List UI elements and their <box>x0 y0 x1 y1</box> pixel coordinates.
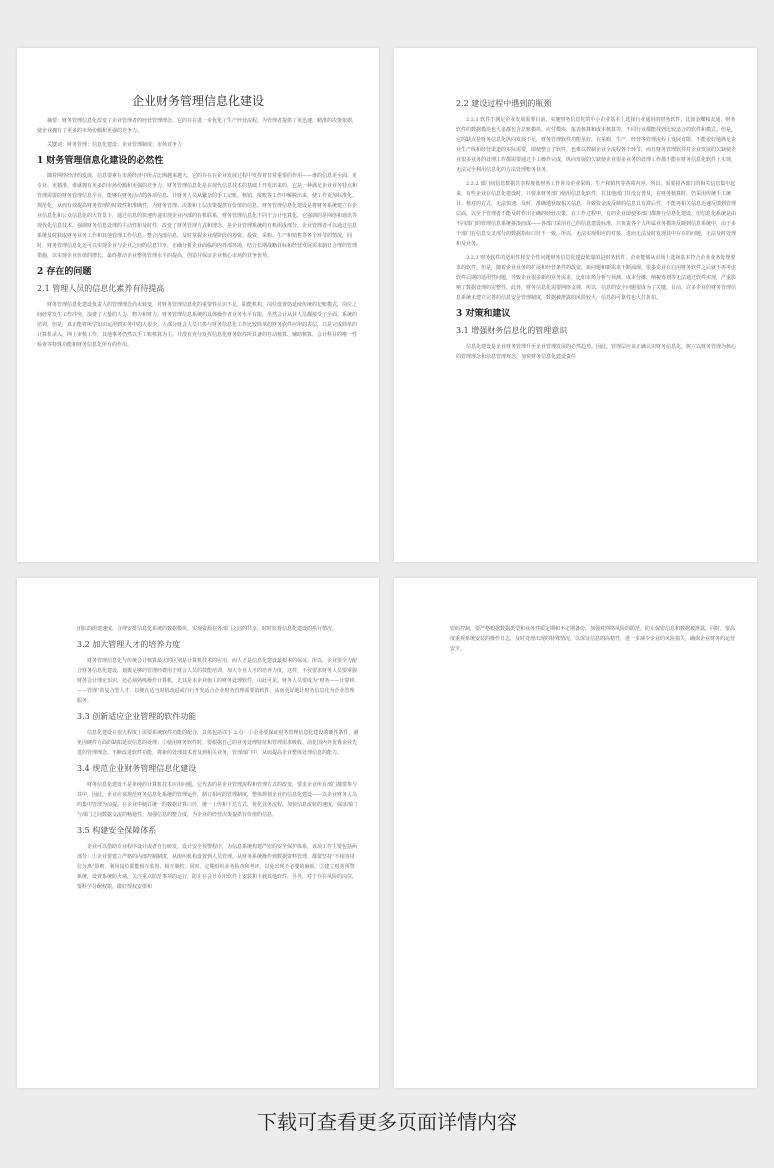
paragraph: 随着网络经济的发展，信息要素在市场经济中所占比例越来越大，它的存在在企业发展过程中发挥着非常重要的作用——谁的信息更全面、更专业、更精准，谁就拥有更多的市场份额和更强的竞争力。财务管理信息化是在现代信息技术的基础上开发出来的，它是一种满足企业业务特点和管理需要的财务管理信息平台，能够在财务活动的各项信息、计财务人员从繁杂的手工记账、核销、报账等工作中解脱出来，使工作更加标准化、规范化，从而有效提高财务管理的时效性和准确性，为财务管理、决策和上层决策提供有价值的信息。财务管理信息化建设是将财务系统建立在企业信息化和公众信息化的大背景下，通过信息的快速传递实现企业内部的有机联系，财务管理信息化不同于会计电算化，它强调的是网络和通讯等现代化信息技术，强调财务信息处理的主动性和及时性，改变了财务管理方式和理念，是企业管理系统的有机组成部分。企业管理者可以通过信息系统及时获取财务业务工作和其他管理工作信息，整合内部信息，及时掌握企业现阶段的筹资、投资、采购、生产和销售等各个环节的情况，同时，财务管理信息化还可以实现企业与企业之间的信息共享，正确分析企业面临的内外部环境，结合长期战略目标和经营发展需求制订合理的管理措施，以实现企业价值的增长，最终推动企业整体管理水平的提高，创造并保证企业核心市场的竞争优势。 <box>37 173 358 259</box>
paragraph: 密码控制，要严格根据数据类型和业务性质定期和不定期备份，加强对网络风险的防范，防止保密信息和数据被泄露。同时，要高度重视系统安装的操作日志，及时处理出现的特殊情况，以保证信息的高精性，进一步减少企业的风险损失，确保企业财务的运营安全。 <box>450 626 736 652</box>
keywords: 关键词：财务管理；信息化建设；企业管理制度；市场竞争力 <box>47 142 183 148</box>
document-page-3 <box>17 578 379 1088</box>
subsection-heading: 3.4 规范企业财务管理信息化建设 <box>77 764 197 773</box>
subsection-heading: 2.1 管理人员的信息化素养有待提高 <box>37 284 165 293</box>
document-page-4 <box>394 578 757 1088</box>
section-heading: 3 对策和建议 <box>456 309 511 319</box>
paragraph: 企业可以借助专业程序设计或者自行研发，设计安全预警程序，为信息系统构建严密的安全保护体系，该项工作主要包括两部分：①企业要建立严格的内部控制制度，从组织机构设置到人员管理，从财务系统操作到数据资料管理，都要坚持“不相容岗位分离”原则，利用岗位职能相互监督、相互制约，同时，定期组织业务检查和考评，以免出现不必要的麻烦。②建立财务预警系统，设置系统防火墙，关注重点防范事项的运行，防止在会计专用软件上安装和下载其他软件，另外，对于存在风险的岗位，要科学分配权限，做好授权安排和 <box>77 844 358 890</box>
download-more-caption[interactable]: 下载可查看更多页面详情内容 <box>257 1110 517 1134</box>
paragraph: 2.2.1 软件不满足企业发展需要目前，实施财务信息化的中小企业基本上选择行业通用的财务软件，比如金蝶和友通，财务软件的数据模块也大多都包含总账模块、应付模块、报表核算和成本核算等，不同行业都能找到比较适合的软件和模式。但是，它的缺点是财务信息化纵向发展不足，财务管理软件功能虽好，在采购、生产、经营等管理流程上发展有限，不能很好地满足企业生产线和经营渠道的实际需要，即使整合了软件，也难以控制企业全流程各个环节，而且财务管理软件对企业发展的欠缺使企业很多业务的处理工作都需要通过手工操作完成，纵向发展的欠缺使企业很多业务的处理工作都不能在财务信息化软件上实现，无法完全利用信息化的方法处理账务业务。 <box>456 117 737 173</box>
section-heading: 2 存在的问题 <box>37 267 92 277</box>
document-page-1 <box>17 48 379 562</box>
subsection-heading: 3.3 创新适应企业管理的软件功能 <box>77 712 197 721</box>
page-title: 企业财务管理信息化建设 <box>131 94 264 108</box>
paragraph: 信息化建设是企业财务管理升至企业管理发展的必然趋势。因此，管理层应该正确认识财务信息化，树立以财务管理为核心的管理理念和信息管理观念，加快财务信息化建设责任 <box>456 344 737 360</box>
paragraph: 财务管理信息化建设负责人的管理理念尚未转变，对财务管理信息化的重要性认识不足，职能机构、岗位设置仍延续传统的记账模式，岗位之间经常发生工作冲突，浪费了大量的人力、物力和财力。财务管理信息系统的具体操作者业务水平有限，虽然会计从业人员都接受了全面、系统的培训，但是，真正能将所学知识运用到实务中的人很少。大部分财会人员只参与财务信息化工作比较简单的财务软件应用的表层，只是完成简单的计算机录入、网上审核工作，其他事务仍然以手工账核算为主，并没有充分发挥信息化财务软件所具备的自动核算、辅助核算、会计科目的唯一性检查等特殊功能和财务信息化所有的作用。 <box>37 302 358 348</box>
paragraph: 2.2.3 财务软件的适用性和安全性问题财务信息化建设依靠的是财务软件，企业能够从市场上选择基本符合企业业务处理要求的软件。但是，随着企业业务的扩展和经营条件的改变，新问题和新需求不断涌现，很多企业在启用财务软件之后就不再考虑软件后期的适用性问题，导致企业很多新的业务需求，比如市场分析与预测、成本分摊、纳税筹划等无法通过软件实现，严重影响了数据处理的完整性。此外，财务信息化需要网络支撑，所以，信息的安全问题很成为了关键。目前，许多企业的财务管理信息系统未建立完善的信息安全管理制度，数据被泄露的风险较大，信息的可靠性也大打折扣。 <box>456 255 737 301</box>
subsection-heading: 2.2 建设过程中遇到的瓶颈 <box>456 99 552 108</box>
subsection-heading: 3.5 构建安全保障体系 <box>77 826 157 835</box>
paragraph: 2.2.2 部门间信息数据共享程度低财务工作涉及企业采购、生产和销售等各项内容，所以，需要将各部门的相关信息集中起来，有些企业在信息化建设时，只要求财务部门使用信息化软件，在其他部门并没有普及，在财务核算时，仍采用传统手工统计、核对的方式，无法快速、及时、准确地获取相关信息，导致资金流反映的信息具有滞后性，不能再相关信息迅速反馈到管理层面，以至于管理者不能及时作出正确的经营决策。在工作过程中，有的企业即使多部门都推行信息化建设，但信息化系统是由不同部门的管理信息系统拼凑而成——各部门采用自己的信息建设标准，只负责各个人所属业务模块反映到信息系统中，由于多个部门在信息交叉部分的数据指标口径不一致，所以，无法实现相应的对接，进而无法及时发现其中存在的问题，无法及时处理和及业务。 <box>456 181 737 247</box>
paragraph: 财务管理信息化与传统会计核算最大的区别是计算机技术的应用，而人才是信息化建设最根本的保证，所以，企业要全力配合财务信息化建设，划拨足够的管理经费用于财会人员的技能培训，加大专业人才的培养力度，这样，不仅要求财务人员要掌握财务会计理论知识，还必须熟练操作计算机，尤其是本企业施工的财务处理软件，由此可见，财务人员要成为“财务——计算机——管理”的复合型人才，以便在适当时机改进或自行开发适合企业财务管理需要的软件，从而更好地让财务信息化为企业管理服务。 <box>77 658 358 704</box>
section-heading: 1 财务管理信息化建设的必然性 <box>37 156 164 166</box>
subsection-heading: 3.1 增强财务信息化的管理意识 <box>456 326 568 335</box>
paragraph: 财务信息化建设不是单纯的计算机技术应用问题，它代表的是企业管理流程和管理方式的改变，要求企业所有部门都要参与其中，因此，企业应该规范财务信息化系统的管理运作，制订相应的管理制度，整体规划企业的信息化建设——以企业财务人员的集中管理为前提，在企业中制订统一的数据计算口径，统一上传和下达方式，优化业务流程，加快信息流转的速度，保证部门与部门之间数据交流的畅通性，加强信息的整合度，为企业的经营决策提供有价值的信息。 <box>77 782 358 818</box>
paragraph: 信息化建设在很大程度上需要系统软件功能的配合，具体包括以下 2 点：①企业要保证财务管理信息化建设的硬件条件，避免因硬件方面的缺陷延误信息的处理；②使用财务软件时，要根据自己的业务处理特征和管理需求吸收、消化国内外优秀企业先进的管理理念，不断改进软件功能，将新的处理技术普及到相关业务，管理部门中，从而提高企业整体处理信息的能力。 <box>77 730 359 756</box>
subsection-heading: 3.2 加大管理人才的培养力度 <box>77 640 181 649</box>
paragraph: 团队的组建速度，合理安排信息化系统的数据模块，实现资源在各部门之间的共享，时时监督信息化建设的执行情况。 <box>77 626 338 632</box>
document-page-2 <box>394 48 757 562</box>
abstract: 摘要：财务管理信息化改变了企业管理者的经营管理理念，它的存在进一步优化了生产经营流程，为管理者提供了更迅速、精准的决策依据，使企业拥有了更多的市场份额和更强的竞争力。 <box>37 118 358 134</box>
